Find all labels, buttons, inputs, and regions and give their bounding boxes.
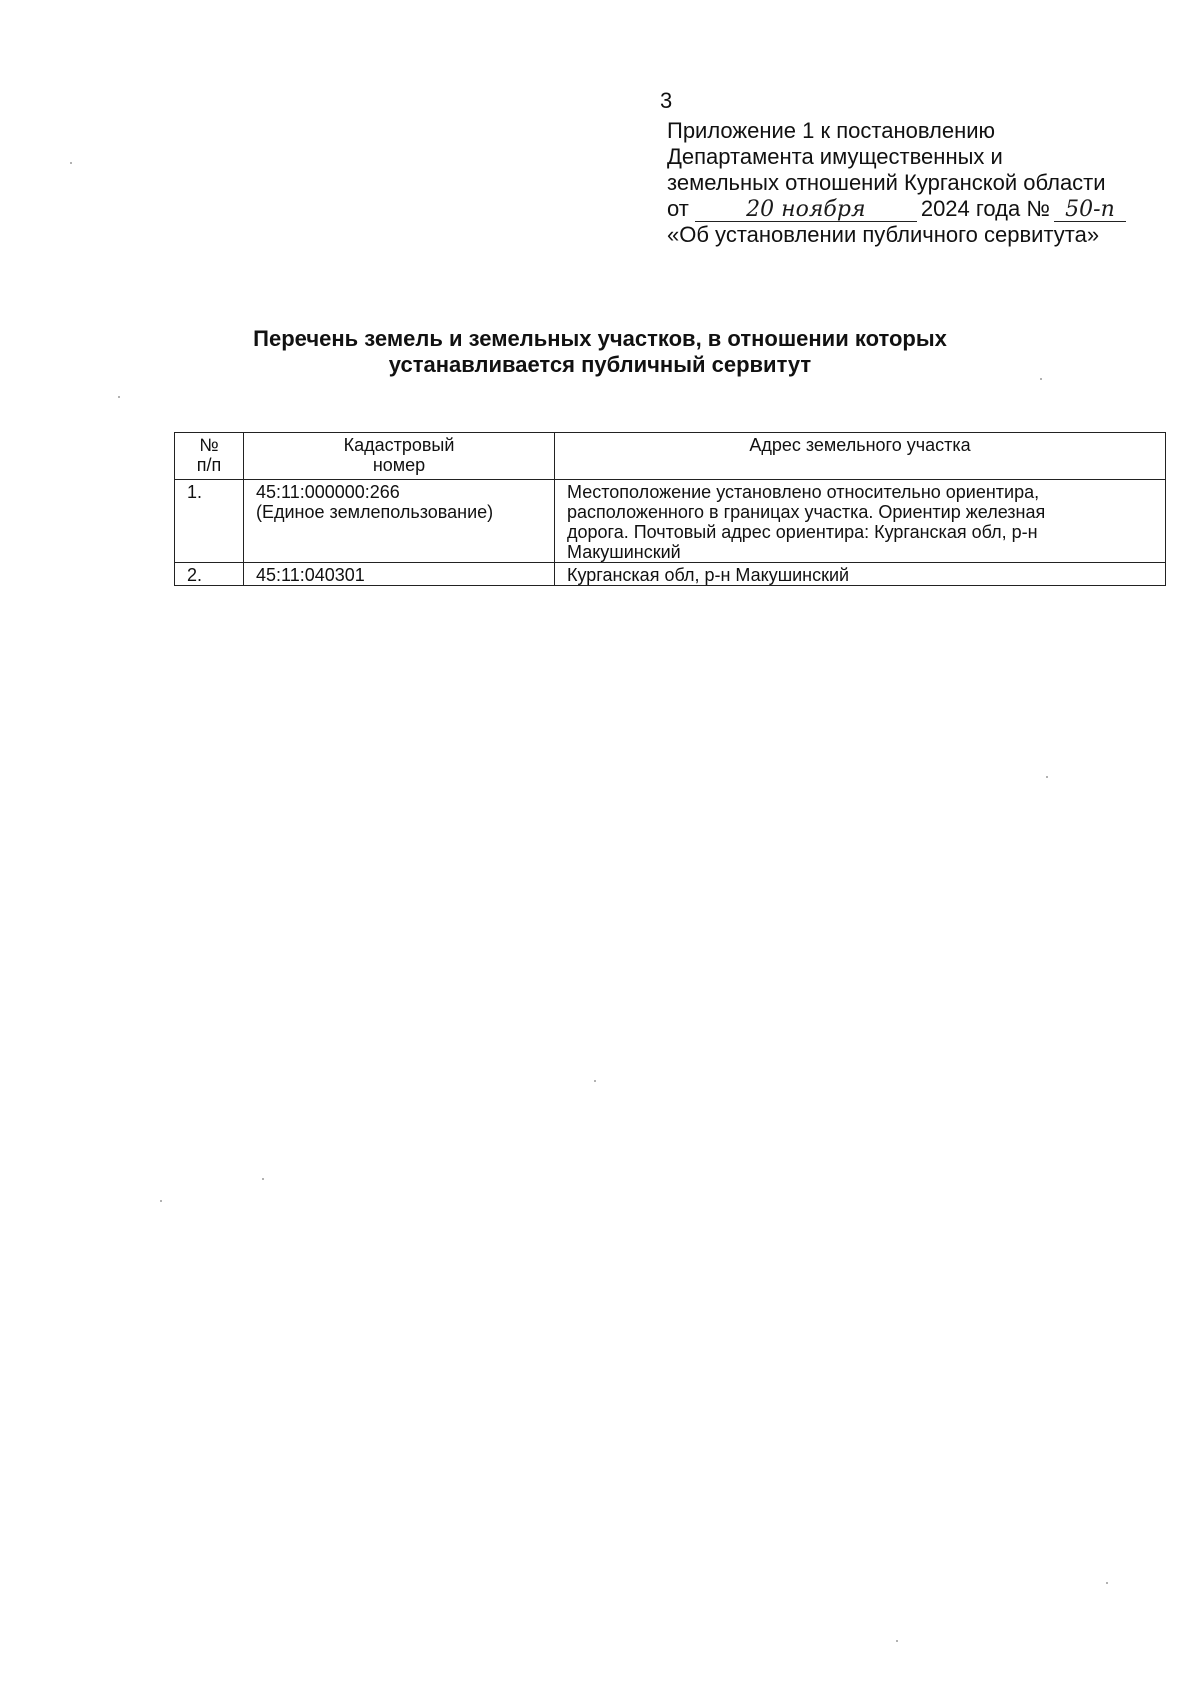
address-line: расположенного в границах участка. Ориентир железная bbox=[567, 502, 1046, 522]
cadastral-note: (Единое землепользование) bbox=[256, 502, 494, 522]
address-cell bbox=[555, 563, 1166, 586]
header-num-line-1: № bbox=[199, 435, 219, 455]
address-line: Местоположение установлено относительно ориентира, bbox=[567, 482, 1040, 502]
table-row bbox=[175, 480, 1166, 563]
appendix-line-2: Департамента имущественных и bbox=[667, 144, 1003, 169]
table-row bbox=[175, 563, 1166, 586]
header-num-line-2: п/п bbox=[196, 455, 222, 475]
appendix-line-1: Приложение 1 к постановлению bbox=[667, 118, 996, 143]
land-plots-table bbox=[174, 432, 1166, 586]
scan-speck bbox=[1046, 776, 1048, 778]
header-num bbox=[175, 433, 244, 480]
row-number: 1. bbox=[175, 480, 244, 563]
handwritten-number: 50-п bbox=[1054, 199, 1126, 222]
date-prefix: от bbox=[667, 196, 689, 221]
appendix-date-line bbox=[667, 196, 1187, 222]
address-line: дорога. Почтовый адрес ориентира: Курганская обл, р-н bbox=[567, 522, 1038, 542]
header-address-text: Адрес земельного участка bbox=[749, 435, 971, 455]
scan-speck bbox=[896, 1640, 898, 1642]
header-cadastral-line-1: Кадастровый bbox=[343, 435, 455, 455]
title-line-2: устанавливается публичный сервитут bbox=[388, 352, 812, 377]
page-number: 3 bbox=[660, 88, 673, 113]
appendix-line-3: земельных отношений Курганской области bbox=[667, 170, 1106, 195]
header-cadastral bbox=[244, 433, 555, 480]
scan-speck bbox=[70, 162, 72, 164]
scan-speck bbox=[160, 1200, 162, 1202]
scan-speck bbox=[118, 396, 120, 398]
scan-speck bbox=[262, 1178, 264, 1180]
header-cadastral-line-2: номер bbox=[372, 455, 426, 475]
table-header-row bbox=[175, 433, 1166, 480]
address-line: Курганская обл, р-н Макушинский bbox=[567, 565, 850, 585]
header-address bbox=[555, 433, 1166, 480]
document-title bbox=[150, 326, 1050, 378]
cadastral-number: 45:11:000000:266 bbox=[256, 482, 400, 502]
address-line: Макушинский bbox=[567, 542, 681, 562]
scan-speck bbox=[594, 1080, 596, 1082]
cadastral-number: 45:11:040301 bbox=[256, 565, 365, 585]
cadastral-cell bbox=[244, 480, 555, 563]
title-line-1: Перечень земель и земельных участков, в отношении которых bbox=[253, 326, 947, 351]
cadastral-cell bbox=[244, 563, 555, 586]
scan-speck bbox=[1040, 378, 1042, 380]
appendix-subject: «Об установлении публичного сервитута» bbox=[667, 222, 1100, 247]
address-cell bbox=[555, 480, 1166, 563]
appendix-block bbox=[667, 118, 1187, 248]
row-number: 2. bbox=[175, 563, 244, 586]
handwritten-date: 20 ноября bbox=[695, 199, 917, 222]
scan-speck bbox=[1106, 1582, 1108, 1584]
year-text: 2024 года № bbox=[920, 196, 1050, 221]
